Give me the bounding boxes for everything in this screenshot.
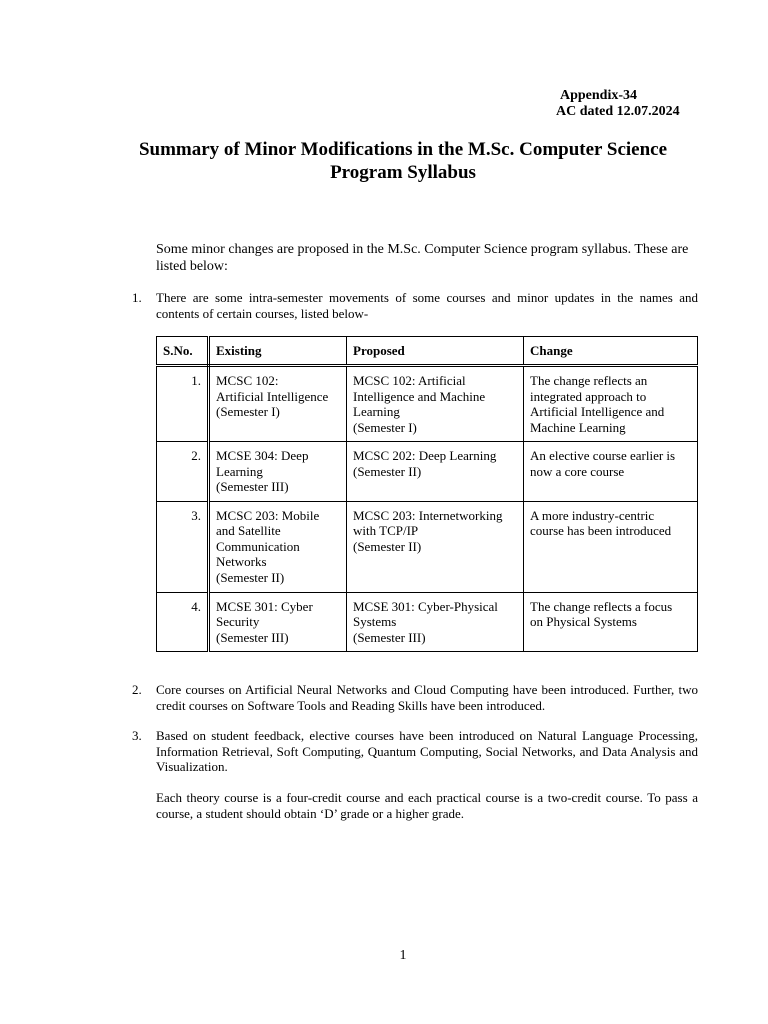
header-sno: S.No. [157, 337, 209, 366]
cell-line: (Semester I) [353, 419, 417, 435]
cell-change [524, 442, 698, 502]
list-item-number: 1. [132, 290, 142, 305]
ac-date: AC dated 12.07.2024 [556, 104, 680, 119]
changes-table [156, 336, 698, 652]
cell-line: MCSC 102: Artificial [353, 373, 466, 388]
cell-line: Machine Learning [530, 419, 626, 435]
cell-line: (Semester III) [216, 479, 289, 494]
table-row [157, 592, 698, 652]
cell-existing [209, 501, 347, 592]
cell-line: (Semester II) [353, 463, 422, 479]
cell-change [524, 592, 698, 652]
cell-line: (Semester II) [216, 569, 285, 585]
cell-line: Learning [216, 463, 263, 479]
intro-paragraph: Some minor changes are proposed in the M.Sc. Computer Science program syllabus. These are listed below: [156, 242, 689, 274]
list-item-number: 3. [132, 728, 142, 743]
cell-existing [209, 592, 347, 652]
header-proposed: Proposed [347, 337, 524, 366]
cell-line: Networks [216, 554, 267, 569]
cell-sno: 4. [157, 592, 209, 652]
cell-line: Security [216, 614, 260, 629]
cell-line: Learning [353, 404, 400, 419]
list-item [132, 728, 698, 775]
cell-proposed [347, 501, 524, 592]
list-item [132, 290, 698, 321]
cell-line: Intelligence and Machine [353, 388, 486, 404]
cell-line: A more industry-centric [530, 507, 655, 523]
list-item-text: Based on student feedback, elective courses have been introduced on Natural Language Processing, Information Retrieval, Soft Computing, Quantum Computing, Social Networks, and Data Analysis and Visualization. [156, 728, 698, 774]
list-item-text: There are some intra-semester movements of some courses and minor updates in the names and contents of certain courses, listed below- [156, 290, 698, 321]
header-existing: Existing [209, 337, 347, 366]
cell-line: MCSC 203: Mobile [216, 507, 320, 523]
page-number: 1 [399, 948, 407, 963]
cell-line: MCSE 301: Cyber-Physical [353, 598, 498, 614]
cell-line: course has been introduced [530, 523, 672, 538]
table-row [157, 501, 698, 592]
title-line-2: Program Syllabus [330, 162, 476, 183]
cell-line: An elective course earlier is [530, 448, 676, 463]
cell-line: MCSE 301: Cyber [216, 598, 313, 614]
cell-line: (Semester III) [216, 629, 289, 645]
cell-sno: 2. [157, 442, 209, 502]
cell-line: The change reflects a focus [530, 598, 673, 614]
credit-note: Each theory course is a four-credit course and each practical course is a two-credit course. To pass a course, a student should obtain ‘D’ grade or a higher grade. [156, 790, 698, 821]
cell-existing [209, 442, 347, 502]
list-item [132, 682, 698, 713]
cell-line: The change reflects an [530, 373, 648, 388]
cell-sno: 3. [157, 501, 209, 592]
cell-line: (Semester I) [216, 404, 280, 419]
table-row [157, 366, 698, 442]
cell-line: MCSE 304: Deep [216, 448, 309, 463]
cell-change [524, 366, 698, 442]
cell-change [524, 501, 698, 592]
cell-line: (Semester II) [353, 538, 422, 554]
cell-line: integrated approach to [530, 388, 647, 404]
list-item-text: Core courses on Artificial Neural Networks and Cloud Computing have been introduced. Further, two credit courses on Software Tools and Reading Skills have been introduced. [156, 682, 698, 713]
cell-line: on Physical Systems [530, 614, 637, 629]
table-header-row [157, 337, 698, 366]
cell-proposed [347, 366, 524, 442]
cell-line: MCSC 102: [216, 373, 279, 388]
document-title [100, 138, 706, 184]
cell-line: now a core course [530, 463, 625, 479]
appendix-header [556, 88, 680, 120]
cell-line: Artificial Intelligence and [530, 404, 665, 419]
table-row [157, 442, 698, 502]
header-change: Change [524, 337, 698, 366]
title-line-1: Summary of Minor Modifications in the M.Sc. Computer Science [138, 139, 668, 160]
cell-line: Artificial Intelligence [216, 388, 329, 404]
appendix-label: Appendix-34 [560, 88, 638, 103]
list-item-number: 2. [132, 682, 142, 697]
cell-proposed [347, 442, 524, 502]
cell-line: Communication [216, 538, 300, 554]
cell-line: with TCP/IP [353, 523, 419, 538]
cell-sno: 1. [157, 366, 209, 442]
cell-proposed [347, 592, 524, 652]
cell-existing [209, 366, 347, 442]
cell-line: MCSC 202: Deep Learning [353, 448, 497, 463]
cell-line: MCSC 203: Internetworking [353, 507, 503, 523]
cell-line: Systems [353, 614, 397, 629]
cell-line: (Semester III) [353, 629, 426, 645]
cell-line: and Satellite [216, 523, 281, 538]
